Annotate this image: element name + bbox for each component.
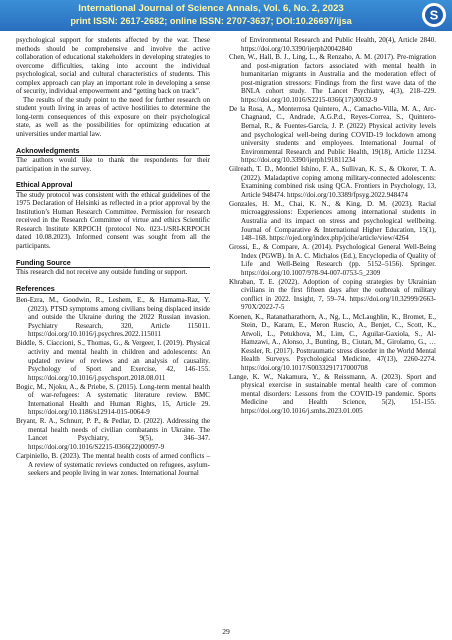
page-number: 29 (222, 627, 230, 636)
right-column (229, 36, 436, 416)
body-paragraph: The results of the study point to the need for further research on student youth living in areas of active hostilities to determine the long-term consequences of this exposure on their psychological state, as well as the possibilities for optimizing education at universities under martial law. (16, 95, 210, 139)
ethical-approval-text: The study protocol was consistent with the ethical guidelines of the 1975 Declaration of Helsinki as reflected in a prior approval by the Institution’s Human Research Committee. Permission for research received in the Research Committee of virtue and ethics Scientific Research Institute KRPOCH (protocol No. 023-1/SRI-KRPOCH dated 10.08.2023). Informed consent was sought from all the participants. (16, 190, 210, 251)
reference-entry: Koenen, K., Ratanatharathorn, A., Ng, L., McLaughlin, K., Bromet, E., Stein, D., Karam, E., Meron Ruscio, A., Benjet, C., Scott, K., Atwoli, L., Petukhova, M., Lim, C., Aguilar-Gaxiola, S., Al-Hamzawi, A., Alonso, J., Bunting, B., Ciutan, M., Girolamo, G., … Kessler, R. (2017). Posttraumatic stress disorder in the World Mental Health Surveys. Psychological Medicine, 47(13), 2260-2274. https://doi.org/10.1017/S0033291717000708 (229, 312, 436, 372)
funding-source-heading: Funding Source (16, 257, 71, 267)
journal-title-line: International Journal of Science Annals, Vol. 6, No. 2, 2023 (78, 3, 344, 14)
issn-doi-line: print ISSN: 2617-2682; online ISSN: 2707-3637; DOI:10.26697/ijsa (70, 16, 352, 26)
reference-entry: Grossi, E., & Compare, A. (2014). Psychological General Well-Being Index (PGWB). In A. C. Michalos (Ed.), Encyclopedia of Quality of Life and Well-Being Research (pp. 5152–5156). Springer. https://doi.org/10.1007/978-94-007-0753-5_2309 (229, 243, 436, 277)
body-paragraph: psychological support for students affected by the war. These methods should be comprehensive and involve the active collaboration of educational stakeholders in developing strategies to overcome difficulties, taking into account the individual psychological, social and cultural characteristics of students. This complex approach can play an important role in developing a sense of security, individual empowerment and “getting back on track”. (16, 36, 210, 96)
references-heading: References (16, 283, 55, 293)
acknowledgments-text: The authors would like to thank the respondents for their participation in the survey. (16, 156, 210, 173)
reference-entry: Biddle, S. Ciaccioni, S., Thomas, G., & Vergeer, I. (2019). Physical activity and mental health in children and adolescents: An updated review of reviews and an analysis of causality. Psychology of Sport and Exercise, 42, 146-155. https://doi.org/10.1016/j.psychsport.2018.08.011 (16, 339, 210, 382)
reference-entry: Carpiniello, B. (2023). The mental health costs of armed conflicts – A review of systematic reviews conducted on refugees, asylum-seekers and people living in war zones. International Journal (16, 452, 210, 478)
reference-entry: Bogic, M., Njoku, A., & Priebe, S. (2015). Long-term mental health of war-refugees: A systematic literature review. BMC International Health and Human Rights, 15, Article 29. https://doi.org/10.1186/s12914-015-0064-9 (16, 382, 210, 417)
reference-entry: Khraban, T. E. (2022). Adoption of coping strategies by Ukrainian civilians in the first fifteen days after the outbreak of military conflict in 2022. Insight, 7, 59–74. https://doi.org/10.32999/2663-970X/2022-7-5 (229, 277, 436, 312)
reference-entry: Ben-Ezra, M., Goodwin, R., Leshem, E., & Hamama-Raz, Y. (2023). PTSD symptoms among civilians being displaced inside and outside the Ukraine during the 2022 Russian invasion. Psychiatry Research, 320, Article 115011. https://doi.org/10.1016/j.psychres.2022.115011 (16, 296, 210, 339)
reference-entry: Gilreath, T. D., Montiel Ishino, F. A., Sullivan, K. S., & Okorer, T. A. (2022). Maladaptive coping among military-connected adolescents: Examining combined risk using QCA. Frontiers in Psychology, 13, Article 948474. https://doi.org/10.3389/fpsyg.2022.948474 (229, 165, 436, 199)
ethical-approval-heading: Ethical Approval (16, 180, 73, 190)
reference-entry: De la Rosa, A., Monterrosa Quintero, A., Camacho-Villa, M. A., Arc-Chagnaud, C., Andrade, A.G.P.d., Reyes-Correa, S., Quintero-Bernal, R., & Fuentes-García, J. P. (2022) Physical activity levels and psychological well-being during COVID-19 lockdown among university students and employees. International Journal of Environmental Research and Public Health, 19(18), Article 11234. https://doi.org/10.3390/ijerph191811234 (229, 104, 436, 165)
left-column (16, 36, 210, 478)
reference-entry: Chen, W., Hall, B. J., Ling, L., & Renzaho, A. M. (2017). Pre-migration and post-migration factors associated with mental health in humanitarian migrants in Australia and the moderation effect of post-migration stressors: Findings from the first wave data of the BNLA cohort study. The Lancet Psychiatry, 4(3), 218–229. https://doi.org/10.1016/S2215-0366(17)30032-9 (229, 53, 436, 104)
reference-entry: Gonzales, H. M., Chai, K. N., & King, D. M. (2023). Racial microaggressions: Experiences among international students in Australia and its impact on stress and psychological wellbeing. Journal of Comparative & International Higher Education, 15(1), 148–168. https://ojed.org/index.php/jcihe/article/view/4264 (229, 199, 436, 243)
reference-entry: Bryant, R. A., Schnurr, P. P., & Pedlar, D. (2022). Addressing the mental health needs of civilian combatants in Ukraine. The Lancet Psychiatry, 9(5), 346–347. https://doi.org/10.1016/S2215-0366(22)00097-9 (16, 417, 210, 452)
journal-logo-icon (422, 3, 446, 27)
funding-source-text: This research did not receive any outside funding or support. (16, 268, 188, 277)
acknowledgments-heading: Acknowledgments (16, 145, 80, 155)
reference-continuation: of Environmental Research and Public Health, 20(4), Article 2840. https://doi.org/10.3390/ijerph20042840 (241, 36, 436, 53)
svg-text:S: S (429, 7, 439, 23)
journal-header (0, 0, 452, 31)
reference-entry: Lange, K. W., Nakamura, Y., & Reissmann, A. (2023). Sport and physical exercise in sustainable mental health care of common mental disorders: Lessons from the COVID-19 pandemic. Sports Medicine and Health Science, 5(2), 151-155. https://doi.org/10.1016/j.smhs.2023.01.005 (229, 372, 436, 416)
